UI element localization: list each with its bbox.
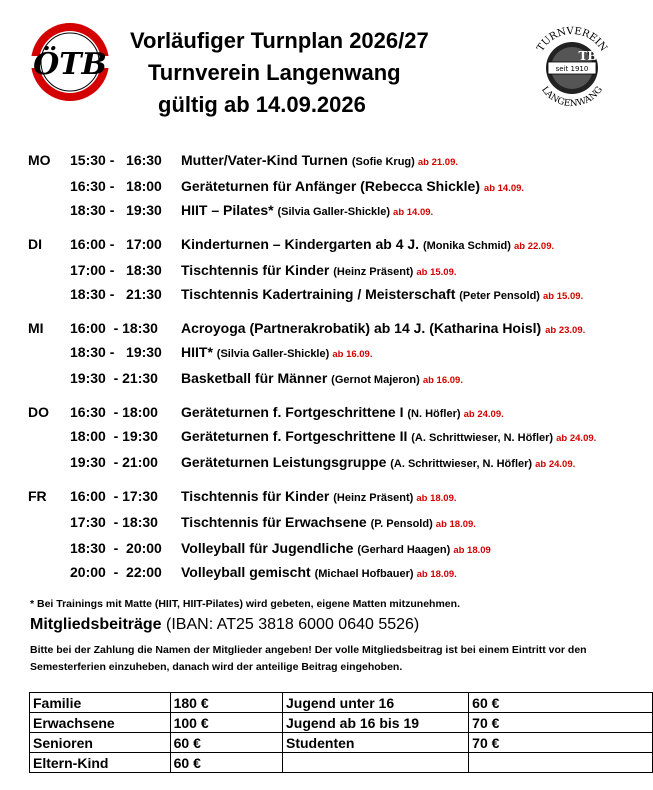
schedule-leader: (Silvia Galler-Shickle): [216, 348, 333, 360]
schedule-activity-cell: [181, 286, 583, 302]
schedule-time: 16:30 - 18:00: [70, 178, 162, 194]
schedule-time: 18:30 - 19:30: [70, 202, 162, 218]
turnverein-logo-bottom-text: LANGENWANG: [539, 85, 605, 110]
turnverein-logo: [528, 24, 616, 112]
valid-from: gültig ab 14.09.2026: [158, 92, 366, 117]
schedule-activity-cell: [181, 344, 372, 360]
schedule-time: 18:30 - 21:30: [70, 286, 162, 302]
fees-category: Erwachsene: [30, 713, 171, 733]
schedule-leader: (Monika Schmid): [422, 240, 514, 252]
schedule-time: 16:00 - 18:30: [70, 320, 158, 336]
club-name: Turnverein Langenwang: [148, 60, 401, 85]
fees-row: [30, 713, 653, 733]
schedule-start-date: ab 14.09.: [393, 207, 434, 218]
schedule-activity-cell: [181, 236, 554, 252]
schedule-activity: Kinderturnen – Kindergarten ab 4 J.: [181, 236, 423, 252]
schedule-day: DO: [28, 404, 49, 420]
schedule-activity: Mutter/Vater-Kind Turnen: [181, 152, 352, 168]
schedule-time: 15:30 - 16:30: [70, 152, 162, 168]
schedule-activity-cell: [181, 152, 458, 168]
fees-category: Eltern-Kind: [30, 753, 171, 773]
schedule-activity-cell: [181, 262, 457, 278]
schedule-start-date: ab 22.09.: [514, 241, 555, 252]
fees-category: Studenten: [283, 733, 469, 753]
schedule-start-date: ab 15.09.: [416, 267, 457, 278]
schedule-leader: (Heinz Präsent): [333, 266, 417, 278]
schedule-day: DI: [28, 236, 42, 252]
turnverein-logo-banner: seit 1910: [555, 65, 589, 73]
schedule-start-date: ab 24.09.: [556, 433, 597, 444]
schedule-leader: (Gernot Majeron): [331, 374, 423, 386]
schedule-start-date: ab 14.09.: [483, 183, 525, 194]
schedule-start-date: ab 24.09.: [535, 459, 576, 470]
schedule-start-date: ab 24.09.: [463, 409, 504, 420]
schedule-activity: HIIT – Pilates*: [181, 202, 278, 218]
schedule-time: 18:30 - 19:30: [70, 344, 162, 360]
schedule-leader: (Sofie Krug): [351, 156, 418, 168]
schedule-time: 18:00 - 19:30: [70, 428, 158, 444]
schedule-start-date: ab 15.09.: [543, 291, 584, 302]
fees-row: [30, 753, 653, 773]
fees-amount: 70 €: [469, 713, 653, 733]
schedule-activity-cell: [181, 564, 457, 580]
schedule-start-date: ab 18.09: [453, 545, 491, 556]
oetb-logo-letters: ÖTB: [33, 47, 107, 82]
schedule-activity: Geräteturnen Leistungsgruppe: [181, 454, 391, 470]
schedule-start-date: ab 16.09.: [332, 349, 373, 360]
schedule-activity-cell: [181, 454, 575, 470]
schedule-time: 16:30 - 18:00: [70, 404, 158, 420]
schedule-activity: Basketball für Männer: [181, 370, 332, 386]
schedule-time: 17:30 - 18:30: [70, 514, 158, 530]
fees-amount: [469, 753, 653, 773]
schedule-activity: Volleyball für Jugendliche: [181, 540, 358, 556]
schedule-leader: (Gerhard Haagen): [357, 544, 454, 556]
schedule-time: 17:00 - 18:30: [70, 262, 162, 278]
schedule-leader: (Peter Pensold): [459, 290, 544, 302]
fees-category: Jugend ab 16 bis 19: [283, 713, 469, 733]
schedule-activity: Tischtennis für Erwachsene: [181, 514, 371, 530]
fees-amount: 70 €: [469, 733, 653, 753]
schedule-start-date: ab 16.09.: [422, 375, 463, 386]
fees-amount: 60 €: [170, 733, 282, 753]
schedule-leader: (A. Schrittwieser, N. Höfler): [390, 458, 536, 470]
schedule-leader: (Silvia Galler-Shickle): [277, 206, 394, 218]
schedule-activity-cell: [181, 202, 433, 218]
schedule-start-date: ab 18.09.: [416, 493, 457, 504]
fees-amount: 60 €: [469, 693, 653, 713]
schedule-activity: Geräteturnen für Anfänger (Rebecca Shickle): [181, 178, 484, 194]
fees-title: Mitgliedsbeiträge: [30, 616, 162, 633]
schedule-activity-cell: [181, 320, 585, 336]
schedule-time: 16:00 - 17:30: [70, 488, 158, 504]
schedule-start-date: ab 18.09.: [416, 569, 457, 580]
fees-table: [29, 692, 653, 773]
schedule-start-date: ab 18.09.: [435, 519, 476, 530]
schedule-time: 19:30 - 21:30: [70, 370, 158, 386]
schedule-activity: Geräteturnen f. Fortgeschrittene I: [181, 404, 408, 420]
fees-iban: (IBAN: AT25 3818 6000 0640 5526): [166, 616, 420, 633]
schedule-activity: HIIT*: [181, 344, 217, 360]
turnverein-logo-letters: TB: [578, 49, 598, 63]
fees-category: Senioren: [30, 733, 171, 753]
schedule-activity-cell: [181, 488, 457, 504]
fees-category: Jugend unter 16: [283, 693, 469, 713]
schedule-activity-cell: [181, 370, 463, 386]
schedule-start-date: ab 23.09.: [545, 325, 586, 336]
page-title: Vorläufiger Turnplan 2026/27: [130, 28, 429, 53]
schedule-time: 20:00 - 22:00: [70, 564, 162, 580]
schedule-time: 18:30 - 20:00: [70, 540, 162, 556]
fees-row: [30, 733, 653, 753]
schedule-leader: (P. Pensold): [370, 518, 436, 530]
schedule-activity-cell: [181, 514, 476, 530]
fees-amount: 180 €: [170, 693, 282, 713]
schedule-leader: (N. Höfler): [407, 408, 464, 420]
schedule-day: FR: [28, 488, 47, 504]
schedule-activity: Geräteturnen f. Fortgeschrittene II: [181, 428, 412, 444]
schedule-leader: (Heinz Präsent): [333, 492, 417, 504]
schedule-leader: (A. Schrittwieser, N. Höfler): [411, 432, 557, 444]
fees-amount: 100 €: [170, 713, 282, 733]
fees-row: [30, 693, 653, 713]
turnverein-logo-top-text: TURNVEREIN: [535, 25, 609, 54]
schedule-day: MI: [28, 320, 44, 336]
fees-text: Bitte bei der Zahlung die Namen der Mitglieder angeben! Der volle Mitgliedsbeitrag ist bei einem Eintritt vor den Semesterferien einzuheben, danach wird der anteilige Beitrag eingehoben.: [30, 644, 587, 673]
schedule-activity-cell: [181, 540, 491, 556]
schedule-start-date: ab 21.09.: [417, 157, 458, 168]
schedule-day: MO: [28, 152, 51, 168]
schedule-activity: Tischtennis für Kinder: [181, 488, 334, 504]
schedule-activity: Acroyoga (Partnerakrobatik) ab 14 J. (Katharina Hoisl): [181, 320, 546, 336]
schedule-activity-cell: [181, 428, 596, 444]
schedule-activity: Tischtennis für Kinder: [181, 262, 334, 278]
fees-heading: [30, 616, 419, 634]
schedule-activity: Volleyball gemischt: [181, 564, 315, 580]
schedule-time: 16:00 - 17:00: [70, 236, 162, 252]
fees-category: [283, 753, 469, 773]
fees-amount: 60 €: [170, 753, 282, 773]
schedule-activity-cell: [181, 404, 504, 420]
schedule-leader: (Michael Hofbauer): [314, 568, 417, 580]
schedule-activity: Tischtennis Kadertraining / Meisterschaft: [181, 286, 460, 302]
fees-category: Familie: [30, 693, 171, 713]
mat-note: * Bei Trainings mit Matte (HIIT, HIIT-Pilates) wird gebeten, eigene Matten mitzunehmen.: [30, 598, 460, 610]
schedule-time: 19:30 - 21:00: [70, 454, 158, 470]
schedule-activity-cell: [181, 178, 524, 194]
oetb-logo: [30, 22, 110, 102]
